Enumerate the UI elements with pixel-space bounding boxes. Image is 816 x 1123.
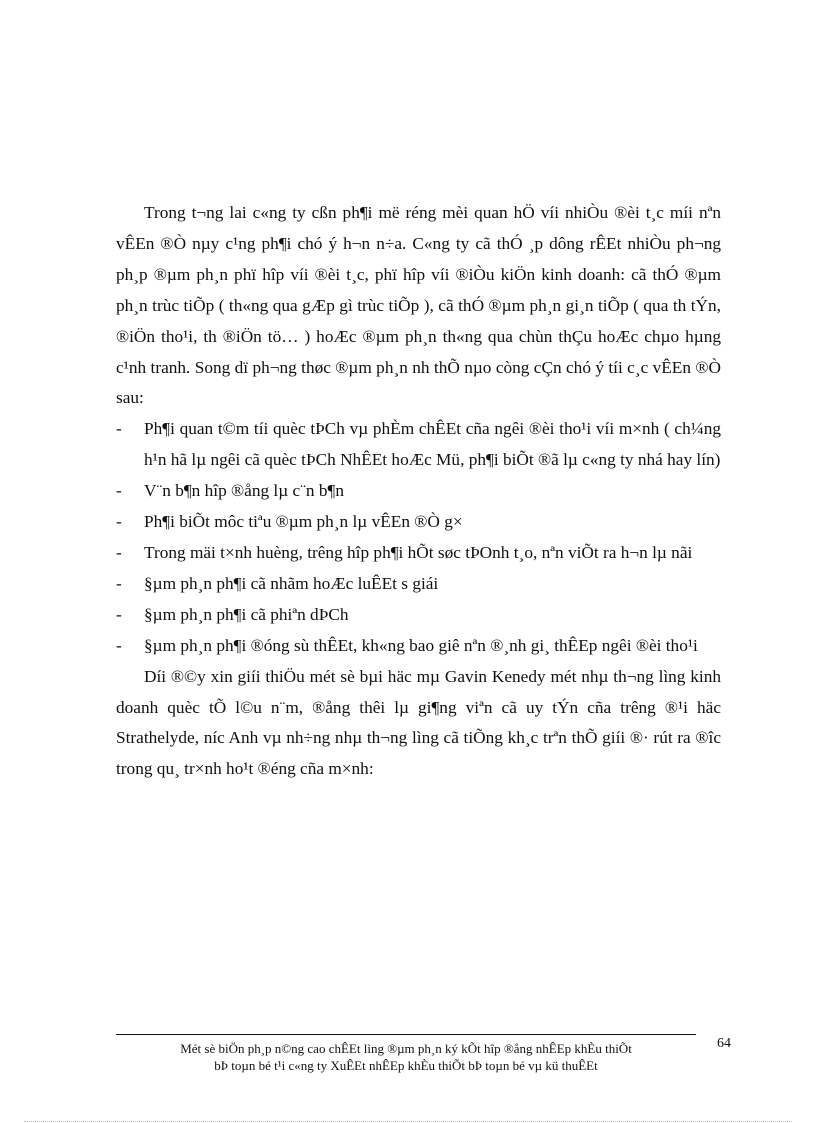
list-item <box>116 569 721 600</box>
bullet-dash: - <box>116 604 122 624</box>
bullet-dash: - <box>116 542 122 562</box>
bullet-dash: - <box>116 635 122 655</box>
list-item <box>116 631 721 662</box>
bullet-dash: - <box>116 419 122 439</box>
list-item-text: Ph¶i biÕt môc tiªu ®µm ph¸n lµ vÊEn ®Ò g× <box>144 512 463 532</box>
list-item-text: Trong mäi t×nh huèng, trêng hîp ph¶i hÕt søc tÞOnh t¸o, nªn viÕt ra h¬n lµ nãi <box>144 542 693 562</box>
bullet-dash: - <box>116 512 122 532</box>
footer-divider <box>116 1034 696 1035</box>
footer <box>116 1040 696 1074</box>
footer-line-2: bÞ toµn bé t¹i c«ng ty XuÊEt nhÊEp khÈu thiÕt bÞ toµn bé vµ kü thuÊEt <box>214 1058 598 1073</box>
list-item-text: §µm ph¸n ph¶i cã nhãm hoÆc luÊEt s giái <box>144 573 439 593</box>
list-item-text: §µm ph¸n ph¶i ®óng sù thÊEt, kh«ng bao giê nªn ®¸nh gi¸ thÊEp ngêi ®èi tho¹i <box>144 635 698 655</box>
list-item <box>116 476 721 507</box>
bullet-dash: - <box>116 481 122 501</box>
page-bottom-divider <box>24 1121 792 1122</box>
list-item-text: Ph¶i quan t©m tíi quèc tÞCh vµ phÈm chÊEt cña ngêi ®èi tho¹i víi m×nh ( ch¼ng h¹n hã lµ ngêi cã quèc tÞCh NhÊEt hoÆc Mü, ph¶i biÕt ®ã lµ c«ng ty nhá hay lín) <box>144 419 721 470</box>
footer-line-1: Mét sè biÖn ph¸p n©ng cao chÊEt lìng ®µm ph¸n ký kÕt hîp ®ång nhÊEp khÈu thiÕt <box>180 1041 632 1056</box>
list-item <box>116 538 721 569</box>
list-item <box>116 507 721 538</box>
list-item <box>116 600 721 631</box>
body-text <box>116 198 721 785</box>
paragraph-intro: Trong t¬ng lai c«ng ty cßn ph¶i më réng mèi quan hÖ víi nhiÒu ®èi t¸c míi nªn vÊEn ®Ò nµy c¹ng ph¶i chó ý h¬n n÷a. C«ng ty cã thÓ ¸p dông rÊEt nhiÒu ph¬ng ph¸p ®µm ph¸n phï hîp víi ®èi t¸c, phï hîp víi ®iÒu kiÖn kinh doanh: cã thÓ ®µm ph¸n trùc tiÕp ( th«ng qua gÆp gì trùc tiÕp ), cã thÓ ®µm ph¸n gi¸n tiÕp ( qua th tÝn, ®iÖn tho¹i, th ®iÖn tö… ) hoÆc ®µm ph¸n th«ng qua chùn thÇu hoÆc chµo hµng c¹nh tranh. Song dï ph¬ng thøc ®µm ph¸n nh thÕ nµo còng cÇn chó ý tíi c¸c vÊEn ®Ò sau: <box>116 203 721 408</box>
list-item-text: §µm ph¸n ph¶i cã phiªn dÞCh <box>144 604 349 624</box>
list-item-text: V¨n b¶n hîp ®ång lµ c¨n b¶n <box>144 481 345 501</box>
list-item <box>116 414 721 476</box>
bullet-dash: - <box>116 573 122 593</box>
paragraph-closing: Díi ®©y xin giíi thiÖu mét sè bµi häc mµ Gavin Kenedy mét nhµ th¬ng lìng kinh doanh quèc tÕ l©u n¨m, ®ång thêi lµ gi¶ng viªn cã uy tÝn cña trêng ®¹i häc Strathelyde, níc Anh vµ nh÷ng nhµ th¬ng lìng cã tiÕng kh¸c trªn thÕ giíi ®· rút ra ®îc trong qu¸ tr×nh ho¹t ®éng cña m×nh: <box>116 666 721 779</box>
page-number: 64 <box>717 1036 731 1051</box>
